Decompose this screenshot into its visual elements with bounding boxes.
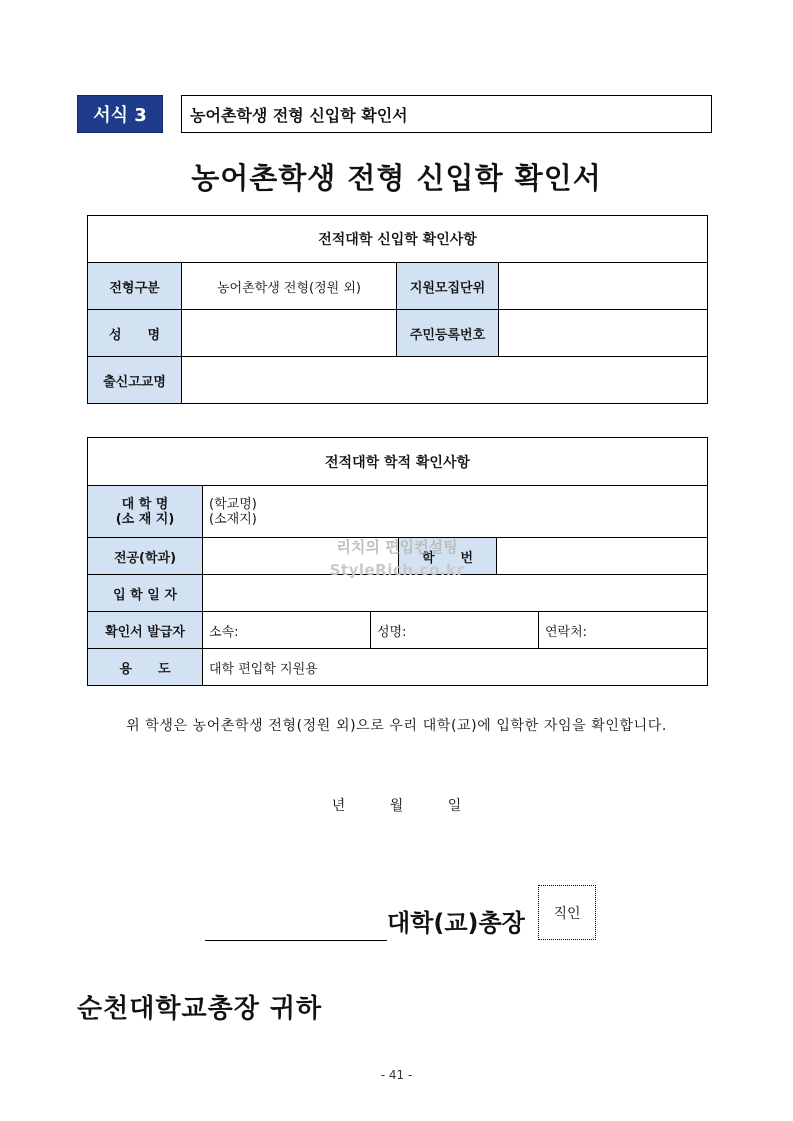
page-title: 농어촌학생 전형 신입학 확인서 bbox=[191, 161, 602, 195]
entrance-date-label: 입 학 일 자 bbox=[88, 575, 203, 612]
name-label: 성 명 bbox=[88, 310, 182, 357]
major-value[interactable] bbox=[203, 538, 399, 575]
major-label: 전공(학과) bbox=[88, 538, 203, 575]
date-day: 일 bbox=[447, 798, 462, 814]
university-label bbox=[88, 486, 203, 538]
page-number: - 41 - bbox=[380, 1068, 413, 1082]
president-signature: 대학(교)총장 bbox=[387, 909, 525, 937]
addressee: 순천대학교총장 귀하 bbox=[77, 994, 323, 1024]
student-id-label: 학 번 bbox=[399, 538, 497, 575]
purpose-label: 용 도 bbox=[88, 649, 203, 686]
form-number-badge: 서식 3 bbox=[77, 95, 163, 133]
watermark-line2: StyleRich.co.kr bbox=[329, 561, 465, 579]
name-value[interactable] bbox=[182, 310, 397, 357]
university-label-line1: 대 학 명 bbox=[121, 496, 169, 512]
university-label-line2: (소 재 지) bbox=[115, 511, 175, 527]
academic-record-table bbox=[87, 437, 708, 686]
university-value[interactable] bbox=[203, 486, 708, 538]
recruitment-unit-value[interactable] bbox=[499, 263, 708, 310]
issuer-contact[interactable]: 연락처: bbox=[539, 612, 708, 649]
high-school-value[interactable] bbox=[182, 357, 708, 404]
admission-info-heading: 전적대학 신입학 확인사항 bbox=[88, 216, 708, 263]
entrance-date-value[interactable] bbox=[203, 575, 708, 612]
official-seal-box: 직인 bbox=[538, 885, 596, 940]
issuer-label: 확인서 발급자 bbox=[88, 612, 203, 649]
signature-line[interactable] bbox=[205, 940, 387, 941]
high-school-label: 출신고교명 bbox=[88, 357, 182, 404]
form-header-title: 농어촌학생 전형 신입학 확인서 bbox=[181, 95, 712, 133]
date-month: 월 bbox=[389, 798, 404, 814]
student-id-value[interactable] bbox=[497, 538, 708, 575]
resident-number-value[interactable] bbox=[499, 310, 708, 357]
issuer-affiliation[interactable]: 소속: bbox=[203, 612, 371, 649]
confirmation-statement: 위 학생은 농어촌학생 전형(정원 외)으로 우리 대학(교)에 입학한 자임을 확인합니다. bbox=[126, 718, 667, 734]
university-name-placeholder: (학교명) bbox=[209, 496, 257, 512]
university-location-placeholder: (소재지) bbox=[209, 511, 257, 527]
watermark-line1: 리치의 편입컨설팅 bbox=[336, 538, 458, 556]
purpose-value: 대학 편입학 지원용 bbox=[203, 649, 708, 686]
admission-type-value: 농어촌학생 전형(정원 외) bbox=[182, 263, 397, 310]
academic-record-heading: 전적대학 학적 확인사항 bbox=[88, 438, 708, 486]
issuer-name[interactable]: 성명: bbox=[371, 612, 539, 649]
resident-number-label: 주민등록번호 bbox=[397, 310, 499, 357]
admission-type-label: 전형구분 bbox=[88, 263, 182, 310]
date-line bbox=[0, 795, 793, 815]
date-year: 년 bbox=[331, 798, 346, 814]
recruitment-unit-label: 지원모집단위 bbox=[397, 263, 499, 310]
admission-info-table bbox=[87, 215, 708, 404]
